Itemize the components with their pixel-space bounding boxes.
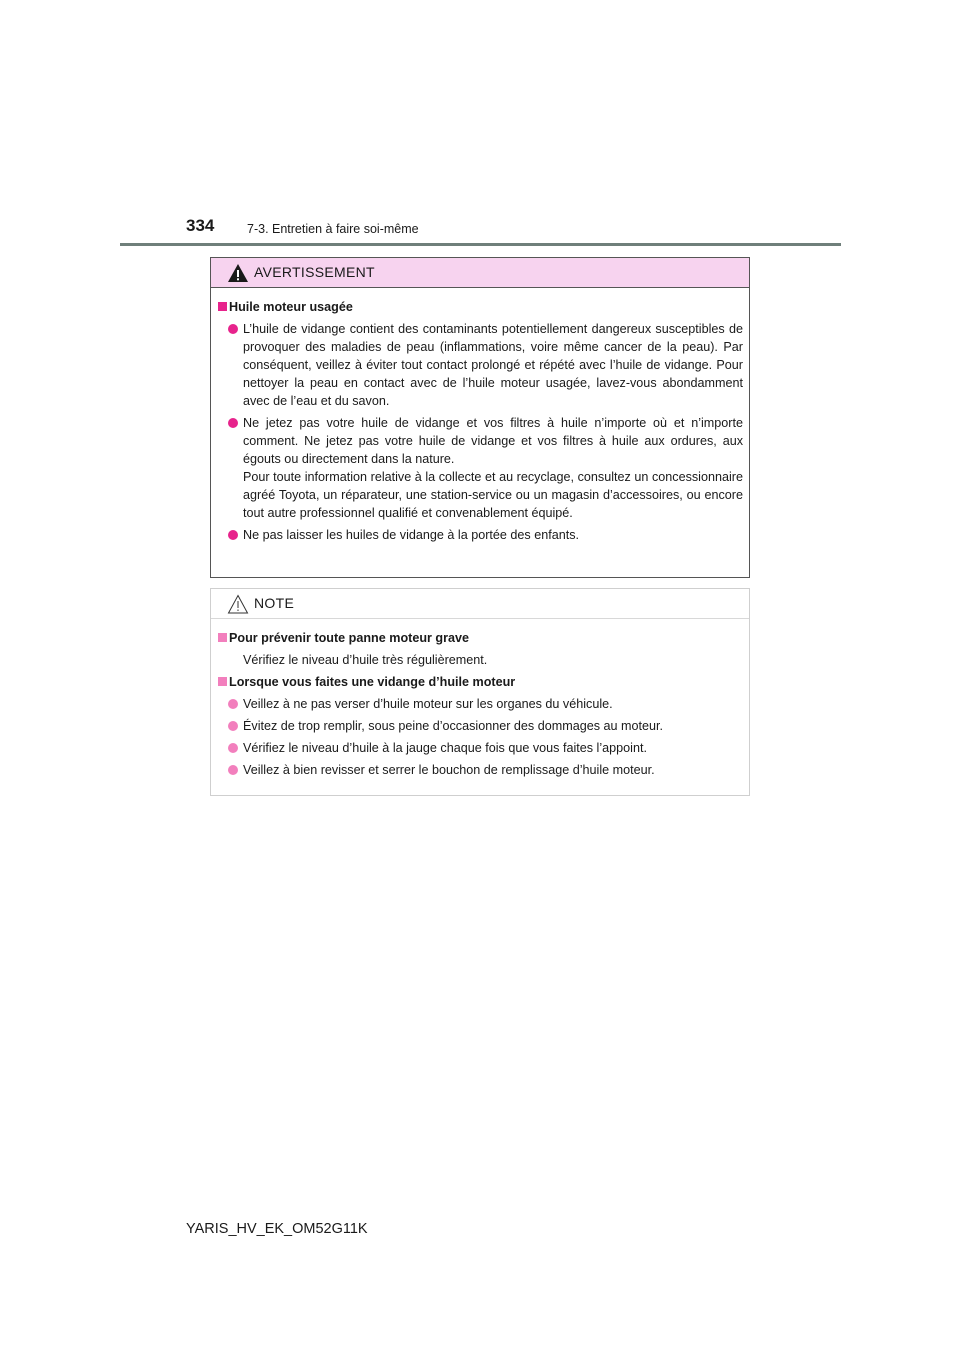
- bullet-dot-icon: [228, 418, 238, 428]
- note-heading: [217, 629, 743, 647]
- square-bullet-icon: [218, 677, 227, 686]
- bullet-text: Ne jetez pas votre huile de vidange et vos filtres à huile n’importe où et n’importe comment. Ne jetez pas votre huile de vidange et vos filtres à huile aux ordures, aux égouts ou directement dans la nature.: [243, 416, 743, 466]
- section-title: 7-3. Entretien à faire soi-même: [247, 222, 419, 236]
- bullet-dot-icon: [228, 721, 238, 731]
- bullet-dot-icon: [228, 699, 238, 709]
- list-item: [217, 320, 743, 410]
- bullet-text: L’huile de vidange contient des contaminants potentiellement dangereux susceptibles de provoquer des maladies de peau (inflammations, voire même cancer de la peau). Par conséquent, veillez à éviter tout contact prolongé et répété avec l’huile de vidange. Pour nettoyer la peau en contact avec de l’huile moteur usagée, lavez-vous abondamment avec de l’eau et du savon.: [243, 322, 743, 408]
- bullet-text: Veillez à bien revisser et serrer le bouchon de remplissage d’huile moteur.: [243, 763, 655, 777]
- note-text: Vérifiez le niveau d’huile très régulièrement.: [243, 653, 488, 667]
- bullet-dot-icon: [228, 530, 238, 540]
- note-heading: [217, 673, 743, 691]
- warning-title: AVERTISSEMENT: [254, 264, 375, 280]
- warning-body: [211, 288, 749, 544]
- list-item: [217, 739, 743, 757]
- list-item: [217, 761, 743, 779]
- list-item: [217, 526, 743, 544]
- note-title: NOTE: [254, 595, 295, 611]
- bullet-text: Ne pas laisser les huiles de vidange à la portée des enfants.: [243, 528, 580, 542]
- bullet-text: Pour toute information relative à la collecte et au recyclage, consultez un concessionnaire agréé Toyota, un réparateur, une station-service ou un magasin d’accessoires, ou encore tout autre professionnel qualifié et convenablement équipé.: [243, 470, 743, 520]
- warning-box: [210, 257, 750, 578]
- warning-heading-text: Huile moteur usagée: [229, 300, 353, 314]
- note-body: [211, 619, 749, 779]
- warning-heading: [217, 298, 743, 316]
- caution-triangle-icon: [227, 594, 249, 614]
- bullet-dot-icon: [228, 743, 238, 753]
- note-header: [211, 589, 749, 619]
- note-heading-text: Lorsque vous faites une vidange d’huile moteur: [229, 675, 516, 689]
- bullet-text: Vérifiez le niveau d’huile à la jauge chaque fois que vous faites l’appoint.: [243, 741, 647, 755]
- square-bullet-icon: [218, 633, 227, 642]
- list-item: [217, 717, 743, 735]
- bullet-dot-icon: [228, 765, 238, 775]
- list-item: [217, 695, 743, 713]
- square-bullet-icon: [218, 302, 227, 311]
- note-box: [210, 588, 750, 796]
- warning-triangle-icon: [227, 263, 249, 283]
- warning-header: [211, 258, 749, 288]
- note-heading-text: Pour prévenir toute panne moteur grave: [229, 631, 470, 645]
- bullet-text: Évitez de trop remplir, sous peine d’occasionner des dommages au moteur.: [243, 719, 664, 733]
- footer-code: YARIS_HV_EK_OM52G11K: [186, 1221, 368, 1237]
- header-rule: [120, 243, 841, 246]
- list-item: [217, 414, 743, 522]
- bullet-text: Veillez à ne pas verser d’huile moteur sur les organes du véhicule.: [243, 697, 613, 711]
- page-number: 334: [186, 216, 215, 235]
- bullet-dot-icon: [228, 324, 238, 334]
